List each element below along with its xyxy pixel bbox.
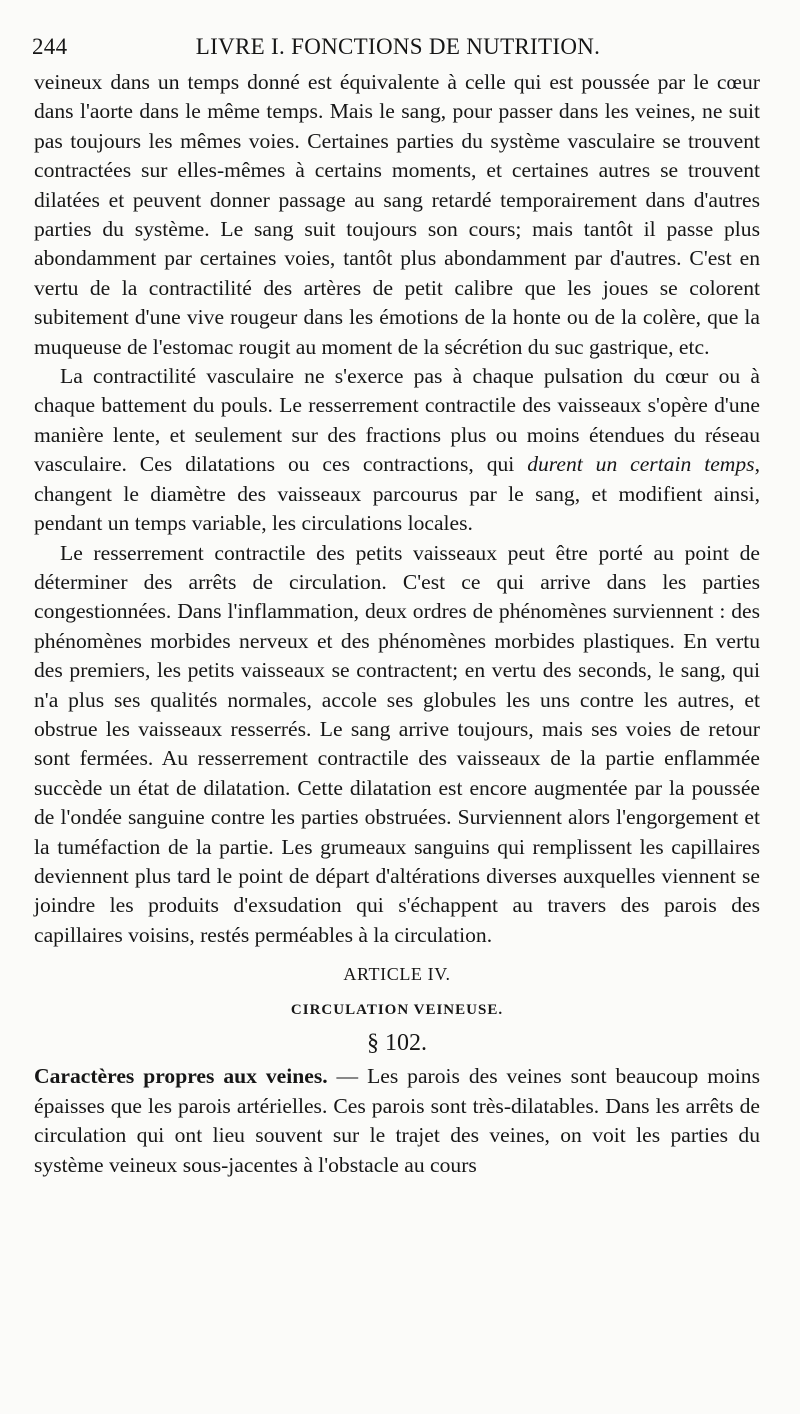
- paragraph-2-text-before: La contractilité vasculaire ne s'exerce pas à chaque pulsation du cœur ou à chaque battement du pouls. Le resserrement contractile des vaisseaux s'opère d'une manière lente, et seulement sur des fractions plus ou moins étendues du réseau vasculaire. Ces dilatations ou ces contractions, qui: [34, 364, 760, 477]
- page-number: 244: [32, 34, 68, 59]
- paragraph-2-italic: durent un certain temps: [527, 452, 755, 477]
- running-title: LIVRE I. FONCTIONS DE NUTRITION.: [195, 34, 601, 59]
- article-heading: ARTICLE IV.: [343, 964, 451, 985]
- section-number: § 102.: [367, 1030, 427, 1056]
- paragraph-4: [34, 1062, 760, 1180]
- paragraph-4-text: — Les parois des veines sont beaucoup moins épaisses que les parois artérielles. Ces parois sont très-dilatables. Dans les arrêts de circulation qui ont lieu souvent sur le trajet des veines, on voit les parties du système veineux sous-jacentes à l'obstacle au cours: [34, 1064, 760, 1177]
- page-header: [32, 34, 764, 62]
- paragraph-1: veineux dans un temps donné est équivalente à celle qui est poussée par le cœur dans l'aorte dans le même temps. Mais le sang, pour passer dans les veines, ne suit pas toujours les mêmes voies. Certaines parties du système vasculaire se trouvent contractées sur elles-mêmes à certains moments, et certaines autres se trouvent dilatées et peuvent donner passage au sang retardé temporairement dans d'autres parties du système. Le sang suit toujours son cours; mais tantôt il passe plus abondamment par certaines voies, tantôt plus abondamment par d'autres. C'est en vertu de la contractilité des artères de petit calibre que les joues se colorent subitement d'une vive rougeur dans les émotions de la honte ou de la colère, que la muqueuse de l'estomac rougit au moment de la sécrétion du suc gastrique, etc.: [34, 70, 760, 359]
- paragraph-4-lead: Caractères propres aux veines.: [34, 1064, 328, 1089]
- paragraph-3: Le resserrement contractile des petits vaisseaux peut être porté au point de déterminer des arrêts de circulation. C'est ce qui arrive dans les parties congestionnées. Dans l'inflammation, deux ordres de phénomènes surviennent : des phénomènes morbides nerveux et des phénomènes morbides plastiques. En vertu des premiers, les petits vaisseaux se contractent; en vertu des seconds, le sang, qui n'a plus ses qualités normales, accole ses globules les uns contre les autres, et obstrue les vaisseaux resserrés. Le sang arrive toujours, mais ses voies de retour sont fermées. Au resserrement contractile des vaisseaux de la partie enflammée succède un état de dilatation. Cette dilatation est encore augmentée par la poussée de l'ondée sanguine contre les parties obstruées. Surviennent alors l'engorgement et la tuméfaction de la partie. Les grumeaux sanguins qui remplissent les capillaires deviennent plus tard le point de départ d'altérations diverses auxquelles viennent se joindre les produits d'exsudation qui s'échappent au travers des parois des capillaires voisins, restés perméables à la circulation.: [34, 540, 760, 947]
- page-body: [34, 68, 760, 1180]
- paragraph-2: [34, 362, 760, 538]
- paragraph-2-text-after: , changent le diamètre des vaisseaux parcourus par le sang, et modifient ainsi, pendant un temps variable, les circulations locales.: [34, 452, 760, 536]
- article-title: CIRCULATION VEINEUSE.: [290, 1001, 504, 1018]
